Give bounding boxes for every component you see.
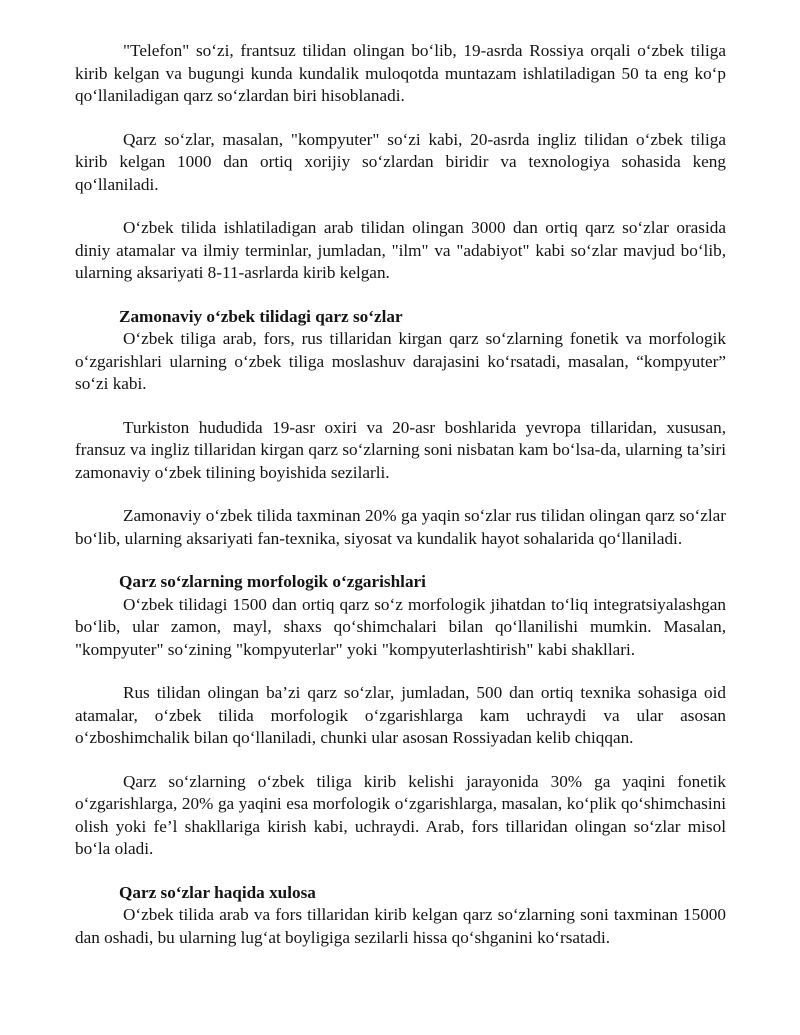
paragraph-russian-loanwords: Zamonaviy o‘zbek tilida taxminan 20% ga yaqin so‘zlar rus tilidan olingan qarz so‘zlar bo‘lib, ularning aksariyati fan-texnika, siyosat va kundalik hayot sohalarida qo‘llaniladi. bbox=[75, 506, 726, 548]
section-heading-morphological: Qarz so‘zlarning morfologik o‘zgarishlari bbox=[119, 572, 426, 591]
paragraph-integration: O‘zbek tilidagi 1500 dan ortiq qarz so‘z morfologik jihatdan to‘liq integratsiyalashgan bo‘lib, ular zamon, mayl, shaxs qo‘shimchalari bilan qo‘llanilishi mumkin. Masalan, "kompyuter" so‘zining "kompyuterlar" yoki "kompyuterlashtirish" kabi shakllari. bbox=[75, 594, 726, 659]
section-heading-modern: Zamonaviy o‘zbek tilidagi qarz so‘zlar bbox=[119, 306, 403, 326]
paragraph-kompyuter: Qarz so‘zlar, masalan, "kompyuter" so‘zi kabi, 20-asrda ingliz tilidan o‘zbek tiliga kirib kelgan 1000 dan ortiq xorijiy so‘zlardan biridir va texnologiya sohasida keng qo‘llaniladi. bbox=[75, 129, 726, 194]
document-page bbox=[75, 40, 726, 949]
section-heading-conclusion: Qarz so‘zlar haqida xulosa bbox=[119, 882, 316, 902]
paragraph-telefon: "Telefon" so‘zi, frantsuz tilidan olingan bo‘lib, 19-asrda Rossiya orqali o‘zbek tiliga kirib kelgan va bugungi kunda kundalik muloqotda muntazam ishlatiladigan 50 ta eng ko‘p qo‘llaniladigan qarz so‘zlardan biri hisoblanadi. bbox=[75, 41, 726, 105]
paragraph-turkiston: Turkiston hududida 19-asr oxiri va 20-asr boshlarida yevropa tillaridan, xususan, fransuz va ingliz tillaridan kirgan qarz so‘zlarning soni nisbatan kam bo‘lsa-da, ularning ta’siri zamonaviy o‘zbek tilining boyishida sezilarli. bbox=[75, 417, 726, 482]
paragraph-arab-loanwords: O‘zbek tilida ishlatiladigan arab tilidan olingan 3000 dan ortiq qarz so‘zlar orasida diniy atamalar va ilmiy terminlar, jumladan, "ilm" va "adabiyot" kabi so‘zlar mavjud bo‘lib, ularning aksariyati 8-11-asrlarda kirib kelgan. bbox=[75, 218, 726, 282]
paragraph-technical-terms: Rus tilidan olingan ba’zi qarz so‘zlar, jumladan, 500 dan ortiq texnika sohasiga oid atamalar, o‘zbek tilida morfologik o‘zgarishlarga kam uchraydi va ular asosan o‘zboshimchalik bilan qo‘llaniladi, chunki ular asosan Rossiyadan kelib chiqqan. bbox=[75, 683, 726, 747]
paragraph-phonetic-morphological: O‘zbek tiliga arab, fors, rus tillaridan kirgan qarz so‘zlarning fonetik va morfologik o‘zgarishlari ularning o‘zbek tiliga moslashuv darajasini ko‘rsatadi, masalan, “kompyuter” so‘zi kabi. bbox=[75, 329, 726, 393]
paragraph-changes-percent: Qarz so‘zlarning o‘zbek tiliga kirib kelishi jarayonida 30% ga yaqini fonetik o‘zgarishlarga, 20% ga yaqini esa morfologik o‘zgarishlarga, masalan, ko‘plik qo‘shimchasini olish yoki fe’l shakllariga kirish kabi, uchraydi. Arab, fors tillaridan olingan so‘zlar misol bo‘la oladi. bbox=[75, 771, 726, 858]
paragraph-conclusion: O‘zbek tilida arab va fors tillaridan kirib kelgan qarz so‘zlarning soni taxminan 15000 dan oshadi, bu ularning lug‘at boyligiga sezilarli hissa qo‘shganini ko‘rsatadi. bbox=[75, 905, 726, 947]
